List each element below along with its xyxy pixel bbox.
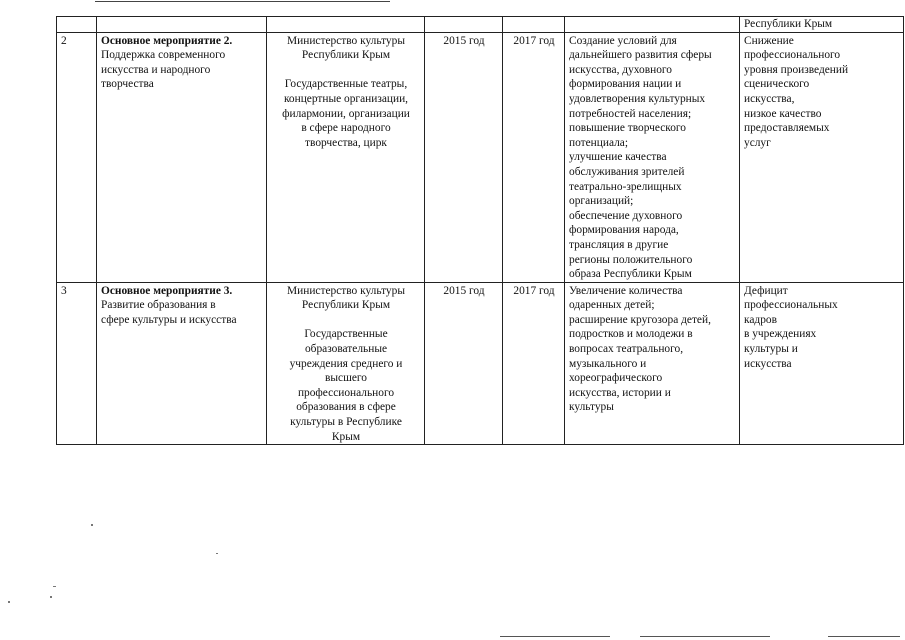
text-line: Крым [331,430,361,443]
text-line: трансляция в другие [569,238,669,251]
text-line: филармонии, организации [282,107,410,120]
text-line: Республики Крым [301,49,391,62]
text-line: в учреждениях [744,328,817,341]
text-line: одаренных детей; [569,299,655,312]
scan-bottom-line [828,636,900,637]
text-line: сфере культуры и искусства [101,313,237,326]
cell-num [57,17,97,33]
text-line: Государственные театры, [284,78,408,91]
table-row [57,32,904,282]
text-line: вопросах театрального, [569,343,684,356]
measure-name-cell [97,282,267,445]
text-line: формирования народа, [569,224,679,237]
measures-table [56,16,904,445]
row-number-text: 2 [61,34,67,47]
end-year-cell [503,282,565,445]
measure-title: Основное мероприятие 3. [101,284,233,297]
text-line: искусства, истории и [569,386,671,399]
text-line: музыкального и [569,357,647,370]
executor-ministry [271,34,421,63]
measure-description [101,298,263,327]
risk-tail-text: Республики Крым [744,18,833,30]
text-line: потенциала; [569,136,629,149]
table-row [57,282,904,445]
text-line: дальнейшего развития сферы [569,49,712,62]
cell-executor [267,17,425,33]
text-line: расширение кругозора детей, [569,313,711,326]
text-line: искусства и народного [101,63,211,76]
text-line: Республики Крым [301,299,391,312]
risk-consequences [744,34,900,151]
row-number-text: 3 [61,284,67,297]
text-line: Увеличение количества [569,284,683,297]
text-line: Снижение [744,34,794,47]
risk-consequences [744,284,900,372]
executor-participants [271,327,421,444]
text-line: Поддержка современного [101,49,226,62]
text-line: уровня произведений [744,63,849,76]
cell-end [503,17,565,33]
text-line: предоставляемых [744,122,830,135]
text-line: театрально-зрелищных [569,180,682,193]
text-line: Создание условий для [569,34,677,47]
end-year: 2017 год [513,284,555,297]
start-year-cell [425,282,503,445]
text-line: Министерство культуры [287,34,405,47]
text-line: хореографического [569,372,663,385]
text-line: культуры в Республике [290,416,402,429]
text-line: в сфере народного [301,122,391,135]
executor-participants [271,77,421,150]
text-line: обеспечение духовного [569,209,683,222]
cell-start [425,17,503,33]
text-line: кадров [744,313,777,326]
text-line: культуры и [744,343,798,356]
result-cell [565,32,740,282]
text-line: Министерство культуры [287,284,405,297]
text-line: образа Республики Крым [569,268,692,281]
text-line: сценического [744,78,810,91]
start-year: 2015 год [443,34,485,47]
text-line: подростков и молодежи в [569,328,693,341]
row-number [57,32,97,282]
text-line: Дефицит [744,284,788,297]
measure-title: Основное мероприятие 2. [101,34,233,47]
scan-speck [8,601,10,603]
text-line: творчества, цирк [305,136,387,149]
text-line: услуг [744,136,771,149]
expected-result [569,34,736,282]
measure-description [101,48,263,92]
scan-speck [216,553,218,554]
text-line: искусства [744,357,792,370]
executor-ministry [271,284,421,313]
expected-result [569,284,736,415]
end-year: 2017 год [513,34,555,47]
table-continuation-row [57,17,904,33]
scan-top-line [95,1,390,2]
end-year-cell [503,32,565,282]
row-number [57,282,97,445]
executor-cell [267,282,425,445]
text-line: низкое качество [744,107,822,120]
result-cell [565,282,740,445]
text-line: образования в сфере [296,401,396,414]
scan-speck [50,596,52,598]
text-line: высшего [325,372,367,385]
start-year-cell [425,32,503,282]
text-line: профессиональных [744,299,838,312]
text-line: искусства, [744,92,795,105]
text-line: удовлетворения культурных [569,92,706,105]
measure-name-cell [97,32,267,282]
text-line: профессионального [297,386,395,399]
text-line: творчества [101,78,154,91]
text-line: Развитие образования в [101,299,216,312]
risk-cell [740,32,904,282]
scan-speck [53,586,56,587]
risk-cell [740,282,904,445]
text-line: потребностей населения; [569,107,692,120]
text-line: искусства, духовного [569,63,672,76]
executor-cell [267,32,425,282]
scan-bottom-line [640,636,770,637]
text-line: образовательные [304,343,388,356]
cell-name [97,17,267,33]
text-line: регионы положительного [569,253,693,266]
start-year: 2015 год [443,284,485,297]
text-line: формирования нации и [569,78,682,91]
text-line: обслуживания зрителей [569,165,685,178]
cell-risk [740,17,904,33]
text-line: улучшение качества [569,151,667,164]
text-line: организаций; [569,195,634,208]
text-line: профессионального [744,49,841,62]
scan-bottom-line [500,636,610,637]
text-line: культуры [569,401,614,414]
text-line: концертные организации, [283,92,409,105]
cell-result [565,17,740,33]
text-line: Государственные [304,328,388,341]
text-line: учреждения среднего и [289,357,403,370]
scan-speck [91,524,93,526]
text-line: повышение творческого [569,122,686,135]
